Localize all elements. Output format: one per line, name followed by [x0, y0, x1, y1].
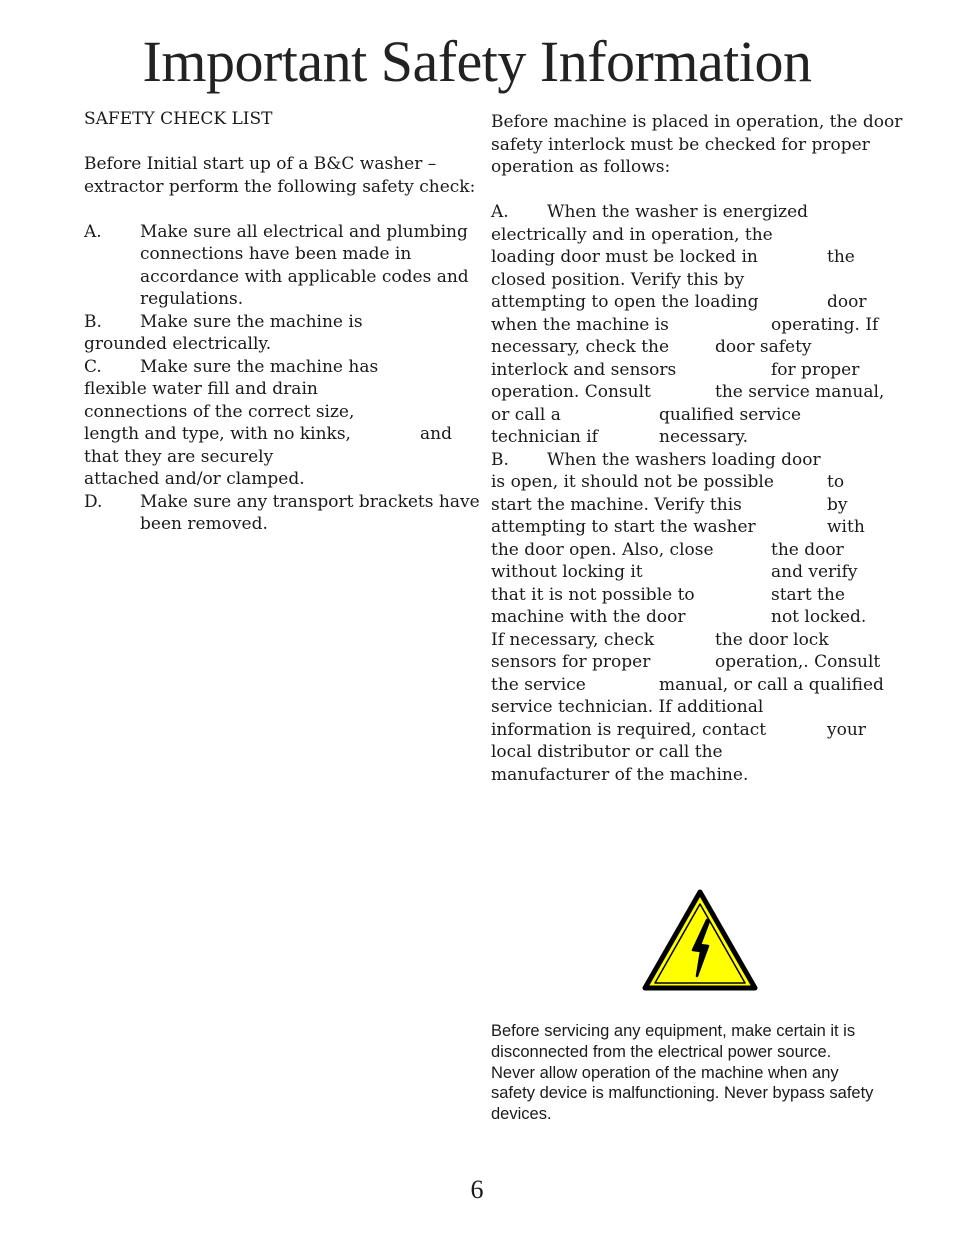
door-interlock-column — [491, 111, 903, 786]
item-label: C. — [84, 356, 102, 377]
item-label: A. — [491, 202, 509, 222]
intro-line: operation as follows: — [491, 157, 671, 177]
item-label: B. — [84, 311, 102, 332]
intro-line: safety interlock must be checked for proper — [491, 134, 870, 155]
check-item-c: C. Make sure the machine has flexible water fill and drain connections of the correct size, length and type, with no kinks, and that they are securely attached and/or clamped. — [84, 356, 452, 489]
interlock-item-a: A. When the washer is energized electrically and in operation, the loading door must be locked in the closed position. Verify this by attempting to open the loading door when the machine is operating. If necessary, check the door safety interlock and sensors for proper operation. Consult the service manual, or call a qualified service technician if necessary. — [491, 202, 885, 447]
intro-line: Before machine is placed in operation, the door — [491, 112, 903, 132]
page-title: Important Safety Information — [142, 29, 812, 94]
item-label: B. — [491, 449, 509, 470]
interlock-item-b: B. When the washers loading door is open, it should not be possible to start the machine. Verify this by attempting to start the washer with the door open. Also, close the door without locking it and verify that it is not possible to start the machine with the door not locked. If necessary, check the door lock sensors for proper operation,. Consult the service manual, or call a qualified service technician. If additional information is required, contact your local distributor or call the manufacturer of the machine. — [491, 449, 884, 785]
intro-line: extractor perform the following safety check: — [84, 176, 476, 197]
page-number: 6 — [470, 1175, 484, 1204]
servicing-warning-text: Before servicing any equipment, make certain it is disconnected from the electrical power source. Never allow operation of the machine when any safety device is malfunctioning. Never bypass safety devices. — [491, 1022, 874, 1124]
safety-check-list-column — [84, 108, 480, 536]
check-item-b: B. Make sure the machine is grounded electrically. — [84, 311, 363, 354]
item-label: A. — [84, 221, 102, 242]
intro-line: Before Initial start up of a B&C washer – — [84, 154, 437, 174]
item-label: D. — [84, 491, 103, 512]
section-heading: SAFETY CHECK LIST — [84, 109, 273, 129]
check-item-d: D. Make sure any transport brackets have been removed. — [84, 491, 480, 534]
check-item-a: A. Make sure all electrical and plumbing connections have been made in accordance with applicable codes and regulations. — [84, 221, 469, 309]
high-voltage-icon — [641, 888, 759, 994]
